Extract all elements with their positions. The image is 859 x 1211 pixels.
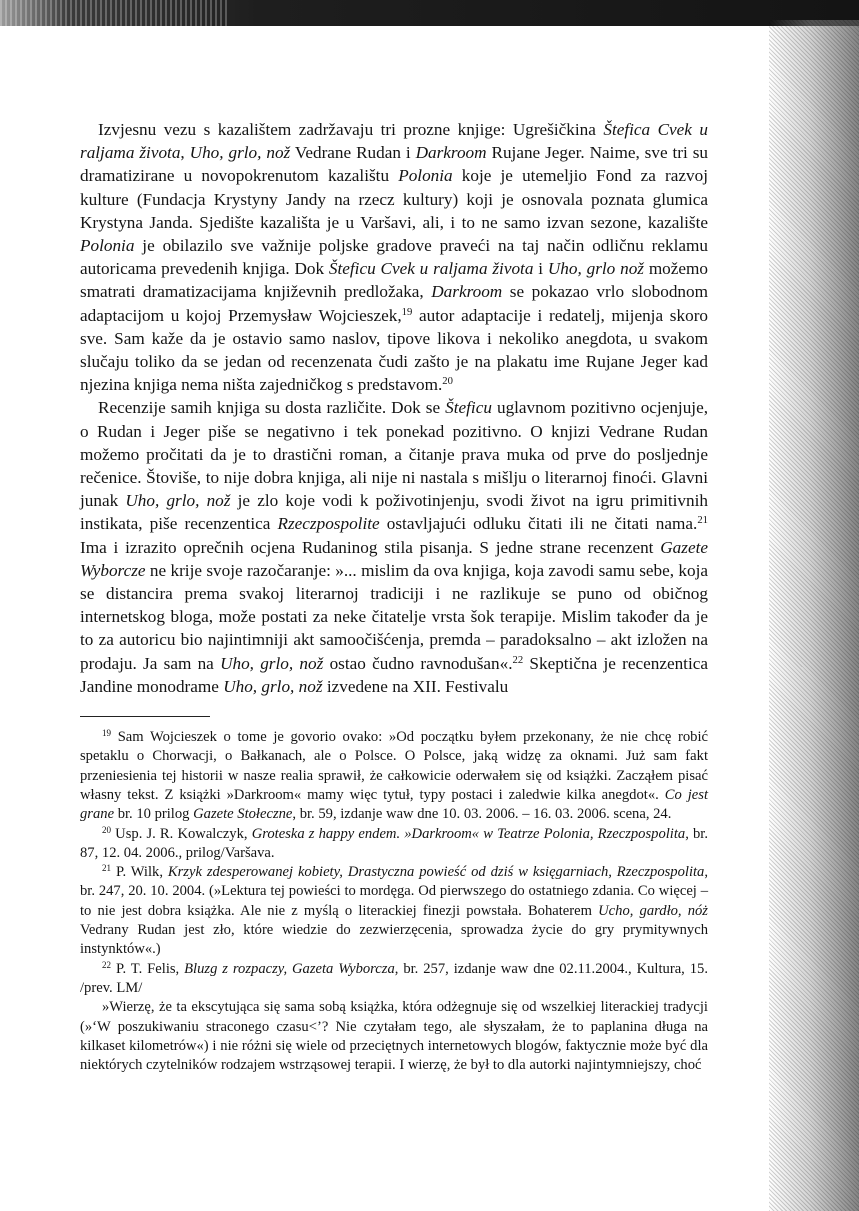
italic-title: Uho, grlo, nož <box>223 676 323 696</box>
italic-title: Uho, grlo, nož <box>220 653 324 673</box>
text-run: Recenzije samih knjiga su dosta različite. Dok se <box>98 398 446 418</box>
text-run: Vedrane Rudan i <box>290 143 416 163</box>
scan-right-shadow <box>769 20 859 1211</box>
text-run: i <box>533 259 548 279</box>
italic-title: Uho, grlo nož <box>547 259 644 279</box>
italic-title: Štefica Cvek u raljama života <box>80 120 709 163</box>
footnote-number: 21 <box>102 863 112 874</box>
italic-title: Polonia <box>398 166 453 186</box>
text-run: uglavnom pozitivno ocjenjuje, o Rudan i Jeger piše se negativno i tek ponekad pozitivno. O knjizi Vedrane Rudan možemo pročitati da je to drastični roman, a čitanje prava muka od prve do posljednje rečenice. Štoviše, to nije dobra knjiga, ali nije ni nastala s mišlju o literarnoj finoći. Glavni junak <box>80 398 708 511</box>
text-run: , br. 257, izdanje waw dne 02.11.2004., Kultura, 15. /prev. LM/ <box>80 960 708 996</box>
text-run: ne krije svoje razočaranje: »... mislim da ova knjiga, koja zavodi samu sebe, koja se distancira prema svakoj literarnoj tradiciji i ne razlikuje se puno od običnog internetskog bloga, može postati za neke čitatelje vrsta šok terapije. Mislim također da je to za autoricu bio najintimniji akt samoočišćenja, premda – paradoksalno – akt izložen na prodaju. Ja sam na <box>80 560 708 673</box>
text-run: Izvjesnu vezu s kazalištem zadržavaju tri prozne knjige: Ugrešičkina <box>98 120 604 139</box>
footnote-number: 20 <box>102 824 112 835</box>
footnote-19 <box>80 728 708 824</box>
text-run: Vedrany Rudan jest zło, które wiedzie do zezwierzęcenia, sprowadza życie do gry prymitywnych instynktów«.) <box>80 922 708 958</box>
text-run: Sam Wojcieszek o tome je govorio ovako: »Od początku byłem przekonany, że nie chcę robić spetaklu o Chorwacji, o Bałkanach, ale o Polsce. O Polsce, jaką widzę za oknami. Już sam fakt przeniesienia tej historii w nasze realia sprawił, że całkowicie oderwałem się od książki. Zacząłem pisać własny tekst. Z książki »Darkroom« mamy więc tytuł, typy postaci i zaledwie kilka anegdot«. <box>80 729 708 803</box>
text-run: Ima i izrazito oprečnih ocjena Rudaninog stila pisanja. S jedne strane recenzent <box>80 537 661 557</box>
italic-title: Šteficu Cvek u raljama života <box>328 259 534 279</box>
footnote-22-quote <box>80 998 708 1075</box>
italic-title: Gazete Stołeczne <box>193 806 293 823</box>
italic-title: Krzyk zdesperowanej kobiety, Drastyczna powieść od dziś w księgarniach, Rzeczpospolita <box>167 864 705 881</box>
italic-title: Polonia <box>80 236 135 256</box>
footnote-number: 20 <box>442 376 453 388</box>
italic-title: Ucho, gardło, nóż <box>598 902 708 919</box>
footnote-number: 22 <box>512 654 524 666</box>
text-run: je zlo koje vodi k poživotinjenju, svodi život na igru primitivnih instikata, piše recenzentica <box>80 491 708 534</box>
footnote-21 <box>80 863 708 959</box>
paragraph-2 <box>80 396 708 698</box>
text-run: možemo smatrati dramatizacijama književnih predložaka, <box>80 259 709 302</box>
text-run: ostavljajući odluku čitati ili ne čitati nama. <box>379 514 698 534</box>
italic-title: Co jest grane <box>80 786 709 823</box>
italic-title: Gazete Wyborcze <box>80 537 708 580</box>
text-run: , br. 87, 12. 04. 2006., prilog/Varšava. <box>80 825 708 861</box>
footnote-20 <box>80 825 708 864</box>
footnote-number: 19 <box>401 306 413 318</box>
italic-title: Bluzg z rozpaczy, Gazeta Wyborcza <box>184 960 395 977</box>
text-run: se pokazao vrlo slobodnom adaptacijom u kojoj Przemysław Wojcieszek, <box>80 282 708 325</box>
italic-title: Darkroom <box>415 143 487 163</box>
footnote-number: 22 <box>102 959 112 970</box>
footnotes <box>80 728 708 1075</box>
footnote-number: 19 <box>102 728 112 739</box>
text-run: P. Wilk, <box>111 864 168 881</box>
italic-title: Rzeczpospolite <box>277 514 380 534</box>
italic-title: Darkroom <box>431 282 503 302</box>
text-run: br. 10 prilog <box>114 806 194 823</box>
text-run: je obilazilo sve važnije poljske gradove praveći na taj način odličnu reklamu autoricama prevedenih knjiga. Dok <box>80 236 708 279</box>
text-run: Usp. J. R. Kowalczyk, <box>111 825 252 842</box>
text-run: autor adaptacije i redatelj, mijenja skoro sve. Sam kaže da je ostavio samo naslov, tipove likova i nekoliko anegdota, u svakom slučaju toliko da se jedan od recenzenata čudi zašto je na plakatu ime Rujane Jeger kad njezina knjiga nema ništa zajedničkog s predstavom. <box>80 305 709 395</box>
text-run: Skeptična je recenzentica Jandine monodrame <box>80 653 708 696</box>
italic-title: Uho, grlo, nož <box>125 491 231 511</box>
italic-title: Groteska z happy endem. »Darkroom« w Teatrze Polonia, Rzeczpospolita <box>251 825 686 842</box>
scan-top-edge <box>0 0 859 26</box>
footnote-number: 21 <box>697 515 708 527</box>
text-run: »Wierzę, że ta ekscytująca się sama sobą książka, która odżegnuje się od wszelkiej literackiej tradycji (»‘W poszukiwaniu straconego czasu<’? Nie czytałam tego, ale słyszałam, że to paplanina długa na kilkaset kilometrów«) i nie różni się wiele od przeciętnych internetowych blogów, faktycznie może być dla niektórych czytelników rodzajem wstrząsowej terapii. I wierzę, że był to dla autorki najintymniejszy, choć <box>80 999 708 1074</box>
italic-title: Šteficu <box>445 398 492 418</box>
text-run: , br. 247, 20. 10. 2004. (»Lektura tej powieści to mordęga. Od pierwszego do ostatniego zdania. Co więcej – to nie jest dobra książka. Ale nie z myślą o literackiej finezji powstała. Bohaterem <box>80 864 709 919</box>
document-page <box>80 118 708 1075</box>
text-run: P. T. Felis, <box>111 960 185 977</box>
text-run: ostao čudno ravnodušan«. <box>323 653 513 673</box>
paragraph-1 <box>80 118 708 396</box>
text-run: , br. 59, izdanje waw dne 10. 03. 2006. – 16. 03. 2006. scena, 24. <box>292 806 672 823</box>
text-run: koje je utemeljio Fond za razvoj kulture (Fundacja Krystyny Jandy na rzecz kultury) koji je osnovala poznata glumica Krystyna Janda. Sjedište kazališta je u Varšavi, ali, i to ne samo izvan sezone, kazalište <box>80 166 709 232</box>
text-run: izvedene na XII. Festivalu <box>322 676 509 696</box>
text-run: , <box>180 143 190 163</box>
footnote-divider <box>80 716 210 717</box>
main-text <box>80 118 708 698</box>
italic-title: Uho, grlo, nož <box>189 143 291 163</box>
text-run: Rujane Jeger. Naime, sve tri su dramatizirane u novopokrenutom kazalištu <box>80 143 708 186</box>
footnote-22 <box>80 960 708 999</box>
